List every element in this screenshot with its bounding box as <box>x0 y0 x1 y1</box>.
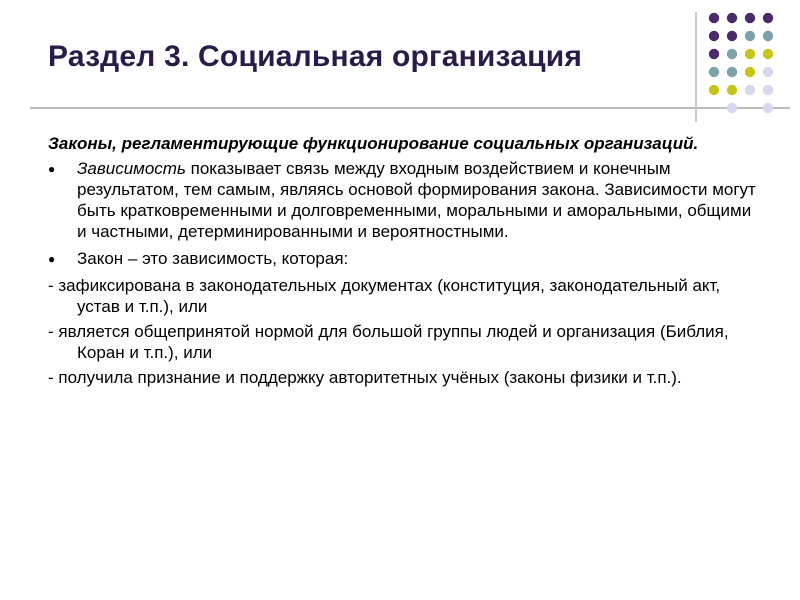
dot <box>709 31 719 41</box>
dot <box>763 67 773 77</box>
bullet-text: Закон – это зависимость, которая: <box>77 249 349 268</box>
dot <box>763 31 773 41</box>
dot <box>727 85 737 95</box>
dot <box>745 13 755 23</box>
dash-item: - зафиксирована в законодательных документах (конституция, законодательный акт, устав и т.п.), или <box>48 276 721 316</box>
dot <box>745 85 755 95</box>
dot <box>763 85 773 95</box>
bullet-icon: ● <box>48 252 56 266</box>
bullet-icon: ● <box>48 162 56 176</box>
dot <box>745 67 755 77</box>
dot <box>763 103 773 113</box>
dot <box>727 67 737 77</box>
dot <box>745 49 755 59</box>
dot <box>763 13 773 23</box>
vertical-divider <box>695 12 697 122</box>
dot <box>709 85 719 95</box>
bullet-item-dependency <box>48 158 758 242</box>
dot <box>709 67 719 77</box>
bullet-item-law <box>48 248 758 269</box>
dot <box>727 13 737 23</box>
dot <box>727 103 737 113</box>
dot <box>709 13 719 23</box>
horizontal-divider <box>30 107 790 109</box>
dot <box>709 49 719 59</box>
decorative-dot-grid <box>708 12 788 132</box>
dot <box>745 31 755 41</box>
bullet-term: Зависимость <box>77 159 186 178</box>
slide-title: Раздел 3. Социальная организация <box>48 40 583 73</box>
slide-body <box>48 133 758 392</box>
dash-item: - является общепринятой нормой для большой группы людей и организация (Библия, Коран и т.п.), или <box>48 322 729 362</box>
dash-item: - получила признание и поддержку авторитетных учёных (законы физики и т.п.). <box>48 368 682 387</box>
lead-text: Законы, регламентирующие функционирование социальных организаций. <box>48 134 699 153</box>
bullet-text: показывает связь между входным воздействием и конечным результатом, тем самым, являясь основой формирования закона. Зависимости могут быть кратковременными и долговременными, моральными и аморальными, общими и частными, детерминированными и вероятностными. <box>77 159 756 241</box>
dot <box>727 49 737 59</box>
dot <box>763 49 773 59</box>
dot <box>727 31 737 41</box>
